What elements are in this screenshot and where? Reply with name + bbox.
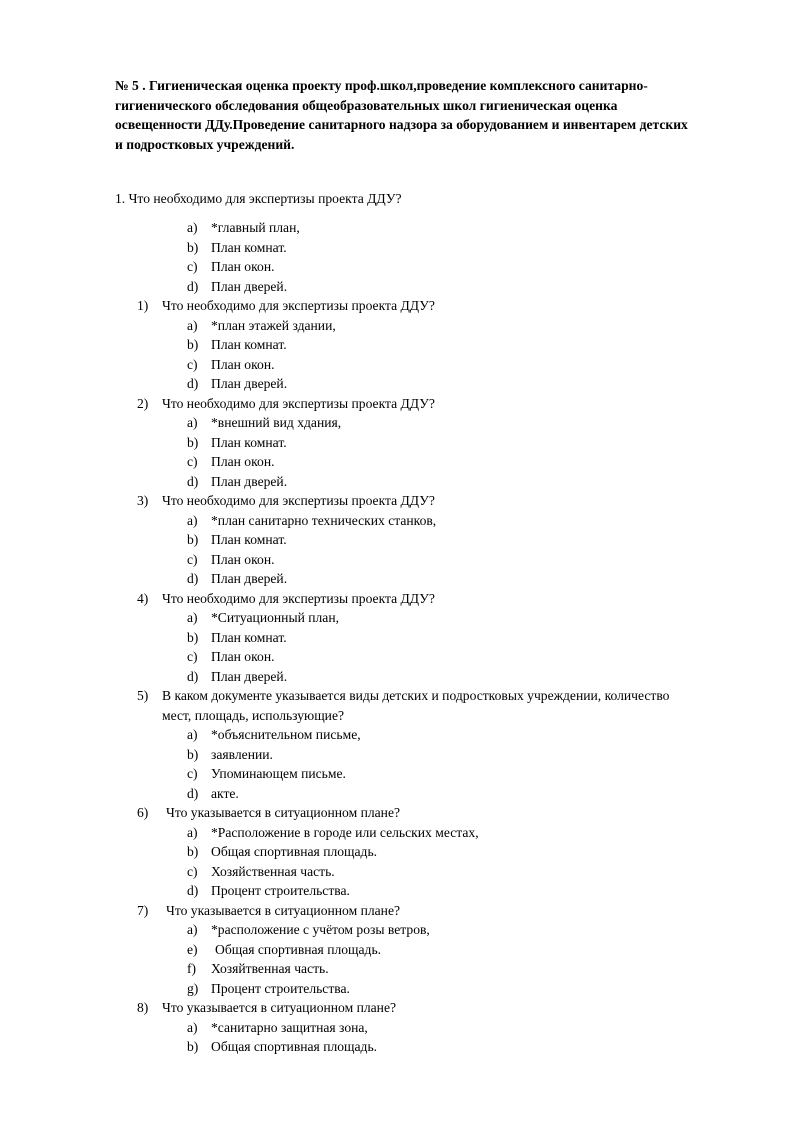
- option-marker: b): [187, 434, 199, 450]
- option-text: План дверей.: [211, 571, 288, 586]
- answer-option: [0, 569, 800, 589]
- question-text: Что указывается в ситуационном плане?: [166, 902, 401, 918]
- option-text: План дверей.: [211, 668, 288, 684]
- option-text: План дверей.: [211, 473, 288, 489]
- answer-option: [0, 433, 800, 453]
- answer-option: [0, 277, 800, 297]
- option-marker: c): [187, 551, 198, 567]
- option-text: План дверей.: [211, 278, 288, 294]
- question-number: 8): [137, 1000, 149, 1015]
- option-text: План комнат.: [211, 337, 287, 352]
- option-marker: c): [187, 649, 198, 664]
- answer-option: [0, 881, 800, 901]
- question-item: [0, 901, 800, 921]
- answer-option: [0, 745, 800, 765]
- option-text: План комнат.: [211, 629, 287, 645]
- question-text: Что необходимо для экспертизы проекта ДДУ?: [162, 298, 435, 313]
- answer-option: [0, 608, 800, 628]
- answer-option: [0, 823, 800, 843]
- option-marker: d): [187, 278, 199, 294]
- option-marker: d): [187, 785, 199, 801]
- option-marker: c): [187, 259, 198, 274]
- option-text: *расположение с учётом розы ветров,: [211, 922, 430, 937]
- option-text: План комнат.: [211, 239, 287, 255]
- question-text: Что указывается в ситуационном плане?: [166, 805, 401, 820]
- option-text: План окон.: [211, 259, 275, 274]
- question-text: Что необходимо для экспертизы проекта ДДУ?: [162, 493, 435, 508]
- option-marker: b): [187, 629, 199, 645]
- answer-option: [0, 550, 800, 570]
- option-text: *объяснительном письме,: [211, 727, 361, 742]
- option-text: Общая спортивная площадь.: [211, 844, 378, 859]
- answer-option: [0, 667, 800, 687]
- option-marker: d): [187, 883, 199, 898]
- option-marker: b): [187, 844, 199, 859]
- option-marker: b): [187, 532, 199, 547]
- title-line: освещенности ДДу.Проведение санитарного надзора за оборудованием и инвентарем детских: [115, 117, 688, 132]
- option-marker: b): [187, 746, 199, 762]
- option-marker: a): [187, 727, 198, 742]
- question-item: [0, 491, 800, 511]
- answer-option: [0, 1037, 800, 1057]
- answer-option: [0, 842, 800, 862]
- option-text: *Ситуационный план,: [211, 610, 340, 625]
- answer-option: [0, 413, 800, 433]
- question-number: 5): [137, 688, 149, 703]
- answer-option: [0, 862, 800, 882]
- option-marker: c): [187, 863, 198, 879]
- option-text: Процент строительства.: [211, 980, 350, 996]
- option-text: *план санитарно технических станков,: [211, 512, 437, 528]
- question-item: [0, 296, 800, 316]
- question-text: Что указывается в ситуационном плане?: [162, 1000, 397, 1015]
- option-text: План окон.: [211, 356, 275, 372]
- option-marker: b): [187, 239, 199, 255]
- option-text: *Расположение в городе или сельских местах,: [211, 824, 479, 840]
- option-text: План комнат.: [211, 434, 287, 450]
- question-continuation: [0, 706, 800, 726]
- option-marker: a): [187, 1019, 198, 1035]
- answer-option: [0, 374, 800, 394]
- option-marker: b): [187, 1039, 199, 1054]
- option-text: *главный план,: [211, 220, 300, 235]
- answer-option: [0, 316, 800, 336]
- option-text: План окон.: [211, 454, 275, 469]
- question-item: [0, 686, 800, 706]
- answer-option: [0, 238, 800, 258]
- option-text: План дверей.: [211, 376, 288, 391]
- question-list: [0, 218, 800, 1057]
- answer-option: [0, 335, 800, 355]
- title-line: гигиенического обследования общеобразовательных школ гигиеническая оценка: [115, 97, 618, 113]
- answer-option: [0, 920, 800, 940]
- answer-option: [0, 764, 800, 784]
- option-marker: e): [187, 941, 198, 957]
- option-text: Общая спортивная площадь.: [211, 1039, 378, 1054]
- option-marker: c): [187, 356, 198, 372]
- option-text: *план этажей здании,: [211, 317, 336, 333]
- question-text: Что необходимо для экспертизы проекта ДДУ?: [162, 395, 435, 411]
- option-marker: a): [187, 922, 198, 937]
- option-text: Хозяйственная часть.: [211, 863, 335, 879]
- question-number: 6): [137, 805, 149, 820]
- option-marker: a): [187, 610, 198, 625]
- option-marker: a): [187, 317, 198, 333]
- question-text: Что необходимо для экспертизы проекта ДДУ?: [162, 590, 435, 606]
- option-marker: d): [187, 473, 199, 489]
- question-item: [0, 394, 800, 414]
- option-marker: d): [187, 571, 199, 586]
- answer-option: [0, 959, 800, 979]
- option-marker: g): [187, 980, 199, 996]
- option-marker: d): [187, 376, 199, 391]
- option-text: Процент строительства.: [211, 883, 350, 898]
- option-text: План окон.: [211, 551, 275, 567]
- question-number: 3): [137, 493, 149, 508]
- option-marker: a): [187, 824, 198, 840]
- option-text: План окон.: [211, 649, 275, 664]
- option-marker: d): [187, 668, 199, 684]
- option-text: заявлении.: [211, 746, 273, 762]
- title-line: и подростковых учреждений.: [115, 136, 295, 152]
- option-text: План комнат.: [211, 532, 287, 547]
- intro-question: 1. Что необходимо для экспертизы проекта ДДУ?: [115, 191, 402, 206]
- option-marker: c): [187, 766, 198, 781]
- answer-option: [0, 452, 800, 472]
- question-text: В каком документе указывается виды детских и подростковых учреждении, количество: [162, 688, 670, 703]
- option-marker: a): [187, 415, 198, 430]
- option-text: Общая спортивная площадь.: [215, 941, 382, 957]
- question-number: 1): [137, 298, 149, 313]
- question-item: [0, 589, 800, 609]
- answer-option: [0, 940, 800, 960]
- option-text: Упоминающем письме.: [211, 766, 346, 781]
- option-text: акте.: [211, 785, 239, 801]
- option-marker: a): [187, 220, 198, 235]
- answer-option: [0, 1018, 800, 1038]
- answer-option: [0, 511, 800, 531]
- answer-option: [0, 647, 800, 667]
- option-marker: c): [187, 454, 198, 469]
- answer-option: [0, 472, 800, 492]
- question-text: мест, площадь, использующие?: [162, 707, 345, 723]
- answer-option: [0, 257, 800, 277]
- answer-option: [0, 355, 800, 375]
- answer-option: [0, 218, 800, 238]
- question-item: [0, 998, 800, 1018]
- question-number: 2): [137, 395, 149, 411]
- question-number: 7): [137, 902, 149, 918]
- question-item: [0, 803, 800, 823]
- answer-option: [0, 725, 800, 745]
- option-text: *санитарно защитная зона,: [211, 1019, 368, 1035]
- option-text: *внешний вид хдания,: [211, 415, 342, 430]
- answer-option: [0, 784, 800, 804]
- option-marker: f): [187, 961, 197, 976]
- document-title: [115, 76, 755, 154]
- option-marker: a): [187, 512, 198, 528]
- answer-option: [0, 530, 800, 550]
- title-line: № 5 . Гигиеническая оценка проекту проф.школ,проведение комплексного санитарно-: [115, 78, 648, 93]
- option-text: Хозяйтвенная часть.: [211, 961, 329, 976]
- answer-option: [0, 628, 800, 648]
- question-number: 4): [137, 590, 149, 606]
- option-marker: b): [187, 337, 199, 352]
- answer-option: [0, 979, 800, 999]
